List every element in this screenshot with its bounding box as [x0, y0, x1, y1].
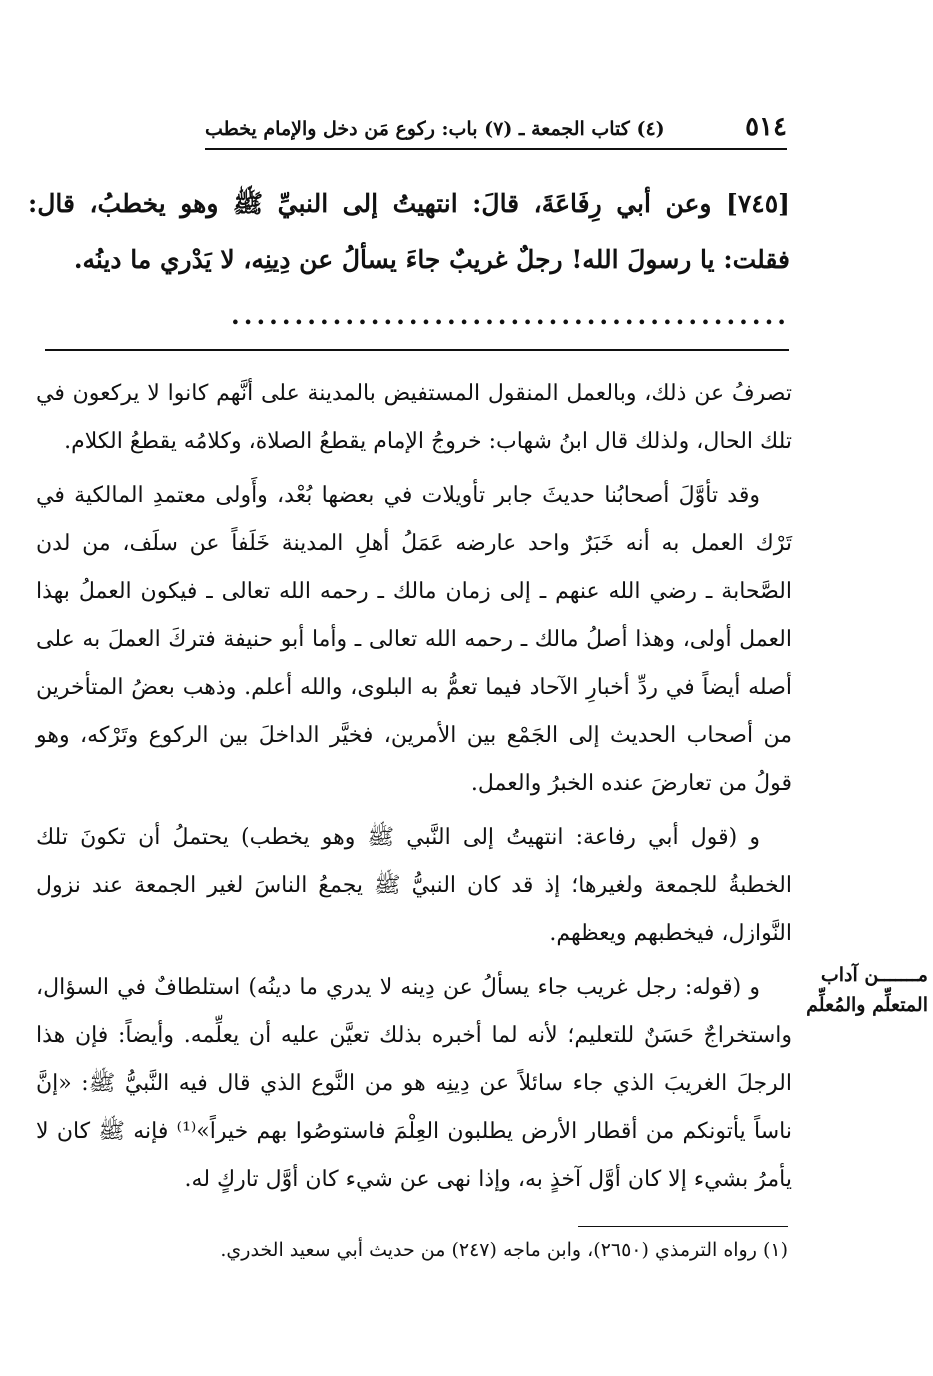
paragraph-2: وقد تأوَّلَ أصحابُنا حديثَ جابر تأويلات في بعضها بُعْد، وأَولى معتمدِ المالكية في تَرْك العمل به أنه خَبَرٌ واحد عارضه عَمَلُ أهلِ المدينة خَلَفاً عن سلَف، من لدن الصَّحابة ـ رضي الله عنهم ـ إلى زمان مالك ـ رحمه الله تعالى ـ فيكون العملُ بهذا العمل أولى، وهذا أصلُ مالك ـ رحمه الله تعالى ـ وأما أبو حنيفة فتركَ العملَ به على أصله أيضاً في ردِّ أخبارِ الآحاد فيما تعمُّ به البلوى، والله أعلم. وذهب بعضُ المتأخرين من أصحاب الحديث إلى الجَمْع بين الأمرين، فخيَّر الداخلَ بين الركوع وتَرْكه، وهو قولُ من تعارضَ عنده الخبرُ والعمل.: [36, 483, 792, 796]
paragraph-4: و (قوله: رجل غريب جاء يسألُ عن دِينه لا يدري ما دينُه) استلطافٌ في السؤال، واستخراجٌ حَسَنٌ للتعليم؛ لأنه لما أخبره بذلك تعيَّن عليه أن يعلِّمه. وأيضاً: فإن هذا الرجلَ الغريبَ الذي جاء سائلاً عن دِينِه هو من النَّوع الذي قال فيه النَّبيُّ ﷺ: «إنَّ ناساً يأتونكم من أقطار الأرض يطلبون العِلْمَ فاستوصُوا بهم خيراً»⁽¹⁾ فإنه ﷺ كان لا يأمرُ بشيء إلا كان أوَّل آخذٍ به، وإذا نهى عن شيء كان أوَّل تاركٍ له.: [36, 975, 793, 1192]
page-number: ٥١٤: [745, 112, 787, 142]
hadith-text-block: [28, 176, 790, 344]
commentary-body: [36, 370, 792, 1210]
page-header: [205, 112, 787, 150]
hadith-ellipsis: ............................................: [231, 301, 790, 330]
paragraph-3: و (قول أبي رفاعة: انتهيتُ إلى النَّبي ﷺ وهو يخطب) يحتملُ أن تكونَ تلك الخطبةُ للجمعة ولغيرها؛ إذ قد كان النبيُّ ﷺ يجمعُ الناسَ لغير الجمعة عند نزول النَّوازل، فيخطبهم ويعظهم.: [36, 825, 792, 946]
footnote: (١) رواه الترمذي (٢٦٥٠)، وابن ماجه (٢٤٧) من حديث أبي سعيد الخدري.: [220, 1239, 788, 1261]
footnote-separator: [578, 1226, 788, 1227]
margin-note: مـــــــن آداب المتعلِّم والمُعلِّم: [806, 964, 928, 1016]
paragraph-1: تصرفُ عن ذلك، وبالعمل المنقول المستفيض بالمدينة على أنَّهم كانوا لا يركعون في تلك الحال، ولذلك قال ابنُ شهاب: خروجُ الإمام يقطعُ الصلاة، وكلامُه يقطعُ الكلام.: [36, 381, 792, 454]
hadith-separator: [45, 349, 789, 351]
hadith-text: [٧٤٥] وعن أبي رِفَاعَةَ، قالَ: انتهيتُ إلى النبيِّ ﷺ وهو يخطبُ، قال: فقلت: يا رسولَ الله! رجلٌ غريبٌ جاءَ يسألُ عن دِينِه، لا يَدْري ما دينُه.: [28, 189, 790, 274]
running-title: (٤) كتاب الجمعة ـ (٧) باب: ركوع مَن دخل والإمام يخطب: [205, 118, 665, 140]
